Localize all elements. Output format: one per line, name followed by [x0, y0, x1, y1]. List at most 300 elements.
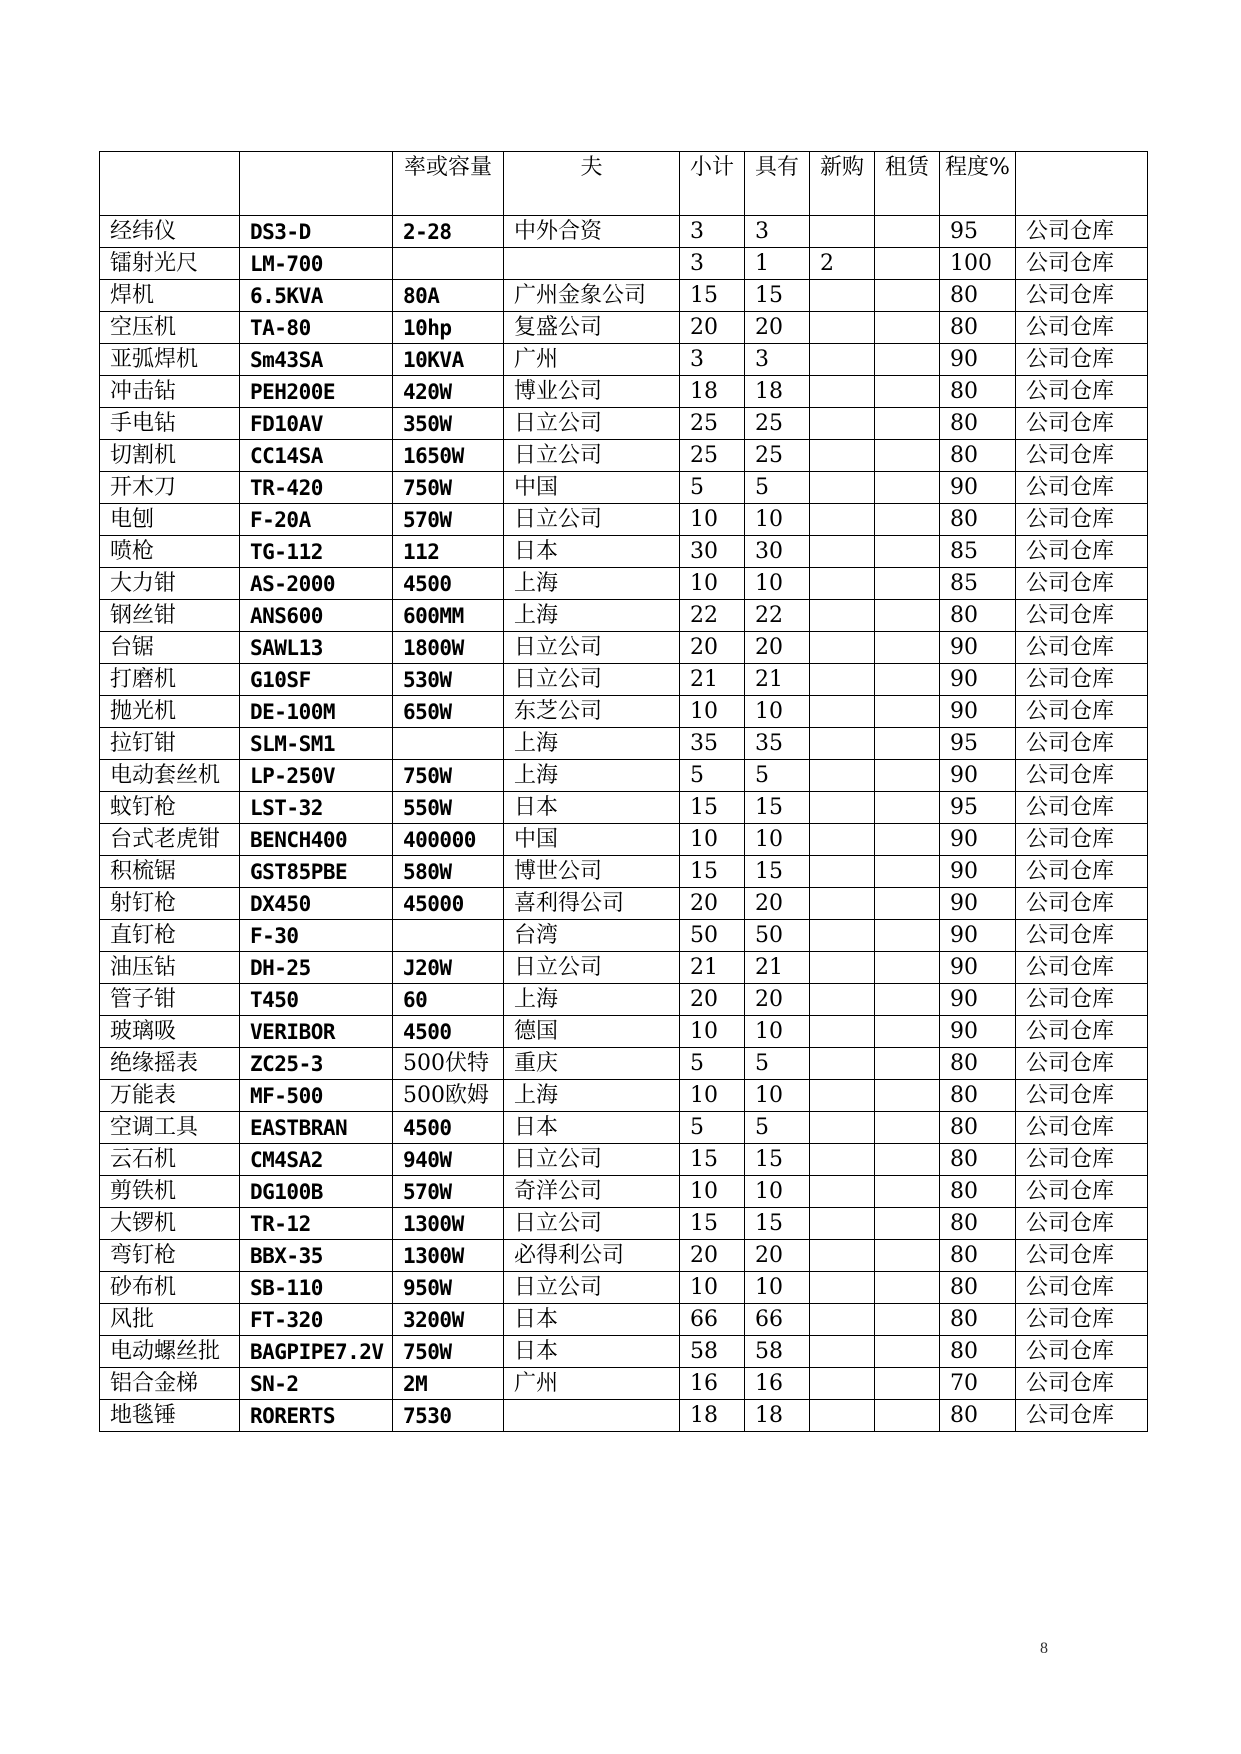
cell-capacity: 1300W: [393, 1208, 504, 1240]
cell-subtotal: 5: [680, 760, 745, 792]
cell-subtotal: 10: [680, 1080, 745, 1112]
cell-new-purchase: [810, 376, 875, 408]
cell-name: 绝缘摇表: [100, 1048, 240, 1080]
table-row: [100, 696, 1148, 728]
cell-subtotal: 15: [680, 856, 745, 888]
cell-model: TR-420: [240, 472, 393, 504]
header-cell-model: [240, 152, 393, 216]
cell-manufacturer: 奇洋公司: [504, 1176, 680, 1208]
header-cell-manufacturer: 夫: [504, 152, 680, 216]
cell-rented: [875, 1400, 940, 1432]
cell-manufacturer: [504, 1400, 680, 1432]
cell-subtotal: 10: [680, 1016, 745, 1048]
cell-new-purchase: [810, 984, 875, 1016]
cell-rented: [875, 920, 940, 952]
cell-owned: 25: [745, 408, 810, 440]
cell-capacity: 1650W: [393, 440, 504, 472]
table-row: [100, 1048, 1148, 1080]
cell-location: 公司仓库: [1016, 696, 1148, 728]
cell-name: 弯钉枪: [100, 1240, 240, 1272]
cell-rented: [875, 856, 940, 888]
cell-capacity: 500伏特: [393, 1048, 504, 1080]
cell-manufacturer: 博业公司: [504, 376, 680, 408]
cell-capacity: 80A: [393, 280, 504, 312]
cell-new-purchase: [810, 856, 875, 888]
table-header-row: [100, 152, 1148, 216]
cell-manufacturer: 日本: [504, 792, 680, 824]
cell-subtotal: 3: [680, 216, 745, 248]
table-row: [100, 1208, 1148, 1240]
cell-name: 砂布机: [100, 1272, 240, 1304]
cell-condition: 80: [940, 312, 1016, 344]
cell-rented: [875, 1208, 940, 1240]
cell-name: 打磨机: [100, 664, 240, 696]
cell-capacity: [393, 920, 504, 952]
cell-manufacturer: 必得利公司: [504, 1240, 680, 1272]
cell-condition: 80: [940, 440, 1016, 472]
cell-subtotal: 15: [680, 1208, 745, 1240]
cell-rented: [875, 1240, 940, 1272]
cell-name: 铝合金梯: [100, 1368, 240, 1400]
cell-rented: [875, 952, 940, 984]
cell-condition: 85: [940, 536, 1016, 568]
cell-model: LST-32: [240, 792, 393, 824]
cell-rented: [875, 1112, 940, 1144]
cell-manufacturer: 日立公司: [504, 440, 680, 472]
cell-manufacturer: 日立公司: [504, 664, 680, 696]
cell-model: DS3-D: [240, 216, 393, 248]
cell-manufacturer: 德国: [504, 1016, 680, 1048]
cell-location: 公司仓库: [1016, 1272, 1148, 1304]
cell-rented: [875, 248, 940, 280]
cell-rented: [875, 984, 940, 1016]
equipment-table: [99, 151, 1148, 1432]
cell-condition: 80: [940, 1304, 1016, 1336]
cell-owned: 58: [745, 1336, 810, 1368]
cell-model: DE-100M: [240, 696, 393, 728]
cell-capacity: 4500: [393, 1016, 504, 1048]
cell-model: F-20A: [240, 504, 393, 536]
table-row: [100, 280, 1148, 312]
cell-manufacturer: 上海: [504, 984, 680, 1016]
cell-capacity: 940W: [393, 1144, 504, 1176]
cell-condition: 80: [940, 504, 1016, 536]
cell-manufacturer: 日本: [504, 536, 680, 568]
cell-rented: [875, 888, 940, 920]
table-row: [100, 1304, 1148, 1336]
cell-condition: 90: [940, 472, 1016, 504]
cell-capacity: 570W: [393, 504, 504, 536]
cell-model: CC14SA: [240, 440, 393, 472]
cell-owned: 20: [745, 312, 810, 344]
cell-name: 玻璃吸: [100, 1016, 240, 1048]
cell-new-purchase: [810, 1080, 875, 1112]
cell-name: 大锣机: [100, 1208, 240, 1240]
cell-location: 公司仓库: [1016, 664, 1148, 696]
cell-location: 公司仓库: [1016, 1208, 1148, 1240]
cell-name: 管子钳: [100, 984, 240, 1016]
cell-manufacturer: 中外合资: [504, 216, 680, 248]
cell-capacity: [393, 728, 504, 760]
cell-new-purchase: [810, 824, 875, 856]
cell-new-purchase: [810, 1368, 875, 1400]
cell-name: 云石机: [100, 1144, 240, 1176]
cell-new-purchase: 2: [810, 248, 875, 280]
cell-name: 台式老虎钳: [100, 824, 240, 856]
cell-model: RORERTS: [240, 1400, 393, 1432]
header-cell-owned: 具有: [745, 152, 810, 216]
cell-model: BAGPIPE7.2V: [240, 1336, 393, 1368]
table-row: [100, 248, 1148, 280]
cell-rented: [875, 1080, 940, 1112]
cell-condition: 80: [940, 408, 1016, 440]
cell-condition: 90: [940, 824, 1016, 856]
cell-subtotal: 25: [680, 408, 745, 440]
cell-rented: [875, 1144, 940, 1176]
cell-owned: 20: [745, 1240, 810, 1272]
cell-model: DH-25: [240, 952, 393, 984]
cell-owned: 10: [745, 1272, 810, 1304]
cell-new-purchase: [810, 216, 875, 248]
header-cell-location: [1016, 152, 1148, 216]
cell-owned: 21: [745, 664, 810, 696]
cell-capacity: 10KVA: [393, 344, 504, 376]
cell-new-purchase: [810, 568, 875, 600]
cell-name: 地毯锤: [100, 1400, 240, 1432]
cell-condition: 95: [940, 792, 1016, 824]
table-row: [100, 632, 1148, 664]
cell-owned: 35: [745, 728, 810, 760]
cell-model: FD10AV: [240, 408, 393, 440]
cell-model: PEH200E: [240, 376, 393, 408]
cell-manufacturer: 广州: [504, 1368, 680, 1400]
cell-condition: 80: [940, 1048, 1016, 1080]
cell-condition: 90: [940, 984, 1016, 1016]
cell-condition: 80: [940, 1080, 1016, 1112]
cell-condition: 90: [940, 1016, 1016, 1048]
cell-subtotal: 5: [680, 1048, 745, 1080]
cell-subtotal: 15: [680, 1144, 745, 1176]
cell-owned: 5: [745, 1112, 810, 1144]
cell-manufacturer: 广州: [504, 344, 680, 376]
cell-condition: 85: [940, 568, 1016, 600]
cell-owned: 10: [745, 824, 810, 856]
cell-subtotal: 25: [680, 440, 745, 472]
cell-new-purchase: [810, 1144, 875, 1176]
cell-name: 切割机: [100, 440, 240, 472]
cell-owned: 10: [745, 696, 810, 728]
cell-name: 风批: [100, 1304, 240, 1336]
cell-model: SB-110: [240, 1272, 393, 1304]
cell-rented: [875, 568, 940, 600]
cell-manufacturer: 日本: [504, 1304, 680, 1336]
cell-model: TG-112: [240, 536, 393, 568]
cell-owned: 18: [745, 1400, 810, 1432]
cell-owned: 1: [745, 248, 810, 280]
cell-rented: [875, 1016, 940, 1048]
cell-name: 抛光机: [100, 696, 240, 728]
cell-manufacturer: 日本: [504, 1112, 680, 1144]
cell-subtotal: 20: [680, 632, 745, 664]
table-row: [100, 1400, 1148, 1432]
cell-owned: 10: [745, 1176, 810, 1208]
cell-owned: 3: [745, 216, 810, 248]
cell-name: 电动螺丝批: [100, 1336, 240, 1368]
cell-name: 大力钳: [100, 568, 240, 600]
cell-location: 公司仓库: [1016, 1080, 1148, 1112]
cell-name: 台锯: [100, 632, 240, 664]
table-row: [100, 600, 1148, 632]
header-cell-condition: 程度%: [940, 152, 1016, 216]
header-cell-name: [100, 152, 240, 216]
cell-owned: 10: [745, 568, 810, 600]
cell-model: MF-500: [240, 1080, 393, 1112]
cell-subtotal: 5: [680, 472, 745, 504]
cell-capacity: 60: [393, 984, 504, 1016]
table-row: [100, 984, 1148, 1016]
cell-new-purchase: [810, 792, 875, 824]
table-row: [100, 1176, 1148, 1208]
cell-name: 剪铁机: [100, 1176, 240, 1208]
cell-name: 蚊钉枪: [100, 792, 240, 824]
cell-rented: [875, 536, 940, 568]
table-row: [100, 440, 1148, 472]
cell-condition: 90: [940, 344, 1016, 376]
cell-new-purchase: [810, 312, 875, 344]
cell-capacity: 550W: [393, 792, 504, 824]
cell-new-purchase: [810, 1176, 875, 1208]
cell-new-purchase: [810, 1208, 875, 1240]
cell-rented: [875, 1304, 940, 1336]
cell-location: 公司仓库: [1016, 440, 1148, 472]
cell-capacity: 530W: [393, 664, 504, 696]
cell-condition: 80: [940, 1400, 1016, 1432]
table-row: [100, 888, 1148, 920]
cell-rented: [875, 1272, 940, 1304]
cell-rented: [875, 760, 940, 792]
cell-owned: 22: [745, 600, 810, 632]
header-cell-new-purchase: 新购: [810, 152, 875, 216]
cell-capacity: 420W: [393, 376, 504, 408]
cell-condition: 80: [940, 376, 1016, 408]
header-cell-rented: 租赁: [875, 152, 940, 216]
cell-model: VERIBOR: [240, 1016, 393, 1048]
cell-capacity: 570W: [393, 1176, 504, 1208]
cell-subtotal: 21: [680, 664, 745, 696]
cell-model: BBX-35: [240, 1240, 393, 1272]
cell-new-purchase: [810, 1016, 875, 1048]
cell-manufacturer: 重庆: [504, 1048, 680, 1080]
cell-new-purchase: [810, 1400, 875, 1432]
cell-model: SLM-SM1: [240, 728, 393, 760]
cell-location: 公司仓库: [1016, 728, 1148, 760]
cell-capacity: [393, 248, 504, 280]
cell-condition: 95: [940, 216, 1016, 248]
cell-new-purchase: [810, 952, 875, 984]
cell-rented: [875, 504, 940, 536]
cell-condition: 95: [940, 728, 1016, 760]
table-row: [100, 1016, 1148, 1048]
cell-capacity: 750W: [393, 472, 504, 504]
cell-name: 拉钉钳: [100, 728, 240, 760]
cell-condition: 90: [940, 664, 1016, 696]
cell-manufacturer: 喜利得公司: [504, 888, 680, 920]
cell-new-purchase: [810, 280, 875, 312]
cell-model: DX450: [240, 888, 393, 920]
cell-model: 6.5KVA: [240, 280, 393, 312]
cell-location: 公司仓库: [1016, 1240, 1148, 1272]
cell-owned: 50: [745, 920, 810, 952]
cell-manufacturer: 上海: [504, 1080, 680, 1112]
cell-capacity: 2-28: [393, 216, 504, 248]
table-row: [100, 472, 1148, 504]
cell-owned: 15: [745, 1144, 810, 1176]
cell-rented: [875, 472, 940, 504]
cell-owned: 3: [745, 344, 810, 376]
cell-capacity: 580W: [393, 856, 504, 888]
page-number: 8: [1040, 1640, 1048, 1657]
cell-manufacturer: 日立公司: [504, 1144, 680, 1176]
cell-manufacturer: 日立公司: [504, 632, 680, 664]
cell-location: 公司仓库: [1016, 408, 1148, 440]
cell-model: DG100B: [240, 1176, 393, 1208]
cell-rented: [875, 1176, 940, 1208]
cell-owned: 10: [745, 1016, 810, 1048]
cell-subtotal: 20: [680, 888, 745, 920]
cell-name: 开木刀: [100, 472, 240, 504]
cell-location: 公司仓库: [1016, 568, 1148, 600]
cell-manufacturer: 东芝公司: [504, 696, 680, 728]
cell-condition: 90: [940, 632, 1016, 664]
cell-location: 公司仓库: [1016, 1336, 1148, 1368]
cell-capacity: 1300W: [393, 1240, 504, 1272]
cell-owned: 16: [745, 1368, 810, 1400]
cell-condition: 80: [940, 1176, 1016, 1208]
cell-owned: 21: [745, 952, 810, 984]
cell-manufacturer: 复盛公司: [504, 312, 680, 344]
cell-manufacturer: 博世公司: [504, 856, 680, 888]
cell-condition: 80: [940, 1144, 1016, 1176]
cell-subtotal: 21: [680, 952, 745, 984]
cell-manufacturer: 日立公司: [504, 504, 680, 536]
cell-capacity: 4500: [393, 1112, 504, 1144]
cell-name: 电动套丝机: [100, 760, 240, 792]
cell-owned: 66: [745, 1304, 810, 1336]
cell-subtotal: 20: [680, 984, 745, 1016]
cell-rented: [875, 440, 940, 472]
cell-capacity: 3200W: [393, 1304, 504, 1336]
cell-condition: 100: [940, 248, 1016, 280]
cell-location: 公司仓库: [1016, 792, 1148, 824]
cell-manufacturer: 上海: [504, 568, 680, 600]
cell-rented: [875, 376, 940, 408]
cell-manufacturer: 台湾: [504, 920, 680, 952]
cell-manufacturer: 日立公司: [504, 1272, 680, 1304]
cell-subtotal: 30: [680, 536, 745, 568]
cell-owned: 15: [745, 792, 810, 824]
cell-rented: [875, 696, 940, 728]
cell-new-purchase: [810, 440, 875, 472]
table-row: [100, 1144, 1148, 1176]
cell-location: 公司仓库: [1016, 344, 1148, 376]
cell-name: 喷枪: [100, 536, 240, 568]
cell-subtotal: 66: [680, 1304, 745, 1336]
table-row: [100, 408, 1148, 440]
cell-capacity: 112: [393, 536, 504, 568]
cell-name: 手电钻: [100, 408, 240, 440]
cell-location: 公司仓库: [1016, 1144, 1148, 1176]
cell-location: 公司仓库: [1016, 1368, 1148, 1400]
cell-capacity: 650W: [393, 696, 504, 728]
cell-owned: 5: [745, 472, 810, 504]
cell-manufacturer: 日立公司: [504, 1208, 680, 1240]
cell-new-purchase: [810, 664, 875, 696]
cell-location: 公司仓库: [1016, 856, 1148, 888]
cell-subtotal: 3: [680, 248, 745, 280]
cell-name: 电刨: [100, 504, 240, 536]
cell-name: 焊机: [100, 280, 240, 312]
cell-model: G10SF: [240, 664, 393, 696]
cell-location: 公司仓库: [1016, 600, 1148, 632]
cell-rented: [875, 664, 940, 696]
cell-condition: 90: [940, 856, 1016, 888]
cell-manufacturer: 中国: [504, 824, 680, 856]
cell-owned: 15: [745, 1208, 810, 1240]
cell-model: EASTBRAN: [240, 1112, 393, 1144]
cell-capacity: 10hp: [393, 312, 504, 344]
cell-name: 经纬仪: [100, 216, 240, 248]
cell-rented: [875, 600, 940, 632]
table-row: [100, 952, 1148, 984]
cell-subtotal: 20: [680, 1240, 745, 1272]
cell-new-purchase: [810, 632, 875, 664]
cell-rented: [875, 344, 940, 376]
cell-location: 公司仓库: [1016, 984, 1148, 1016]
cell-location: 公司仓库: [1016, 376, 1148, 408]
cell-location: 公司仓库: [1016, 504, 1148, 536]
cell-condition: 80: [940, 1240, 1016, 1272]
cell-subtotal: 10: [680, 1272, 745, 1304]
cell-capacity: 500欧姆: [393, 1080, 504, 1112]
table-row: [100, 312, 1148, 344]
cell-capacity: 950W: [393, 1272, 504, 1304]
table-row: [100, 216, 1148, 248]
table-row: [100, 1272, 1148, 1304]
cell-subtotal: 15: [680, 792, 745, 824]
cell-name: 钢丝钳: [100, 600, 240, 632]
cell-rented: [875, 632, 940, 664]
cell-owned: 15: [745, 280, 810, 312]
cell-location: 公司仓库: [1016, 248, 1148, 280]
table-row: [100, 376, 1148, 408]
cell-location: 公司仓库: [1016, 888, 1148, 920]
cell-rented: [875, 1336, 940, 1368]
cell-condition: 90: [940, 696, 1016, 728]
cell-model: F-30: [240, 920, 393, 952]
cell-capacity: 350W: [393, 408, 504, 440]
table-row: [100, 792, 1148, 824]
cell-owned: 20: [745, 984, 810, 1016]
cell-owned: 5: [745, 760, 810, 792]
cell-model: LP-250V: [240, 760, 393, 792]
cell-location: 公司仓库: [1016, 1304, 1148, 1336]
cell-model: TA-80: [240, 312, 393, 344]
cell-name: 积梳锯: [100, 856, 240, 888]
cell-rented: [875, 280, 940, 312]
cell-name: 空压机: [100, 312, 240, 344]
cell-owned: 25: [745, 440, 810, 472]
cell-new-purchase: [810, 1336, 875, 1368]
